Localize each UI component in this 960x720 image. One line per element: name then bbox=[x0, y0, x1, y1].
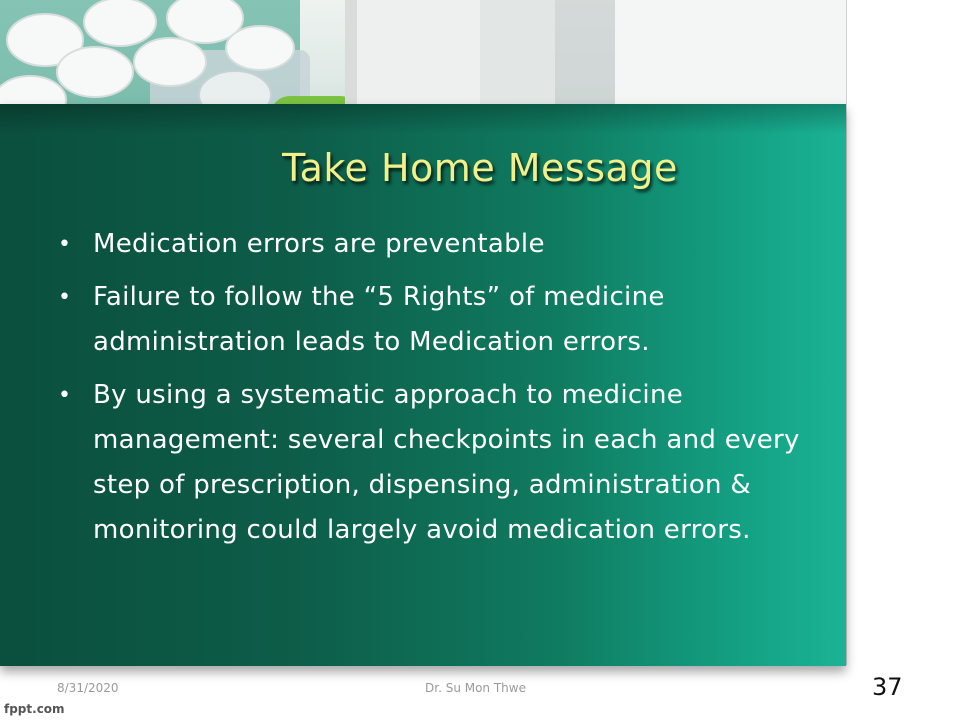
bullet-dot-icon: • bbox=[58, 232, 72, 257]
bullet-list bbox=[56, 222, 816, 561]
bullet-item bbox=[56, 222, 816, 267]
footer-author: Dr. Su Mon Thwe bbox=[425, 681, 526, 695]
right-border-line bbox=[846, 0, 847, 665]
panel-shadow bbox=[0, 104, 846, 134]
footer-date: 8/31/2020 bbox=[57, 681, 119, 695]
bullet-text: Failure to follow the “5 Rights” of medicine administration leads to Medication errors. bbox=[93, 282, 665, 357]
bullet-text: By using a systematic approach to medicine management: several checkpoints in each and every step of prescription, dispensing, administration & monitoring could largely avoid medication errors. bbox=[93, 380, 800, 545]
bullet-text: Medication errors are preventable bbox=[93, 229, 545, 259]
slide-title: Take Home Message bbox=[282, 146, 678, 190]
bullet-item bbox=[56, 373, 816, 553]
watermark: fppt.com bbox=[4, 702, 65, 716]
bullet-dot-icon: • bbox=[58, 383, 72, 408]
page-number: 37 bbox=[872, 673, 903, 701]
bullet-item bbox=[56, 275, 816, 365]
bullet-dot-icon: • bbox=[58, 285, 72, 310]
